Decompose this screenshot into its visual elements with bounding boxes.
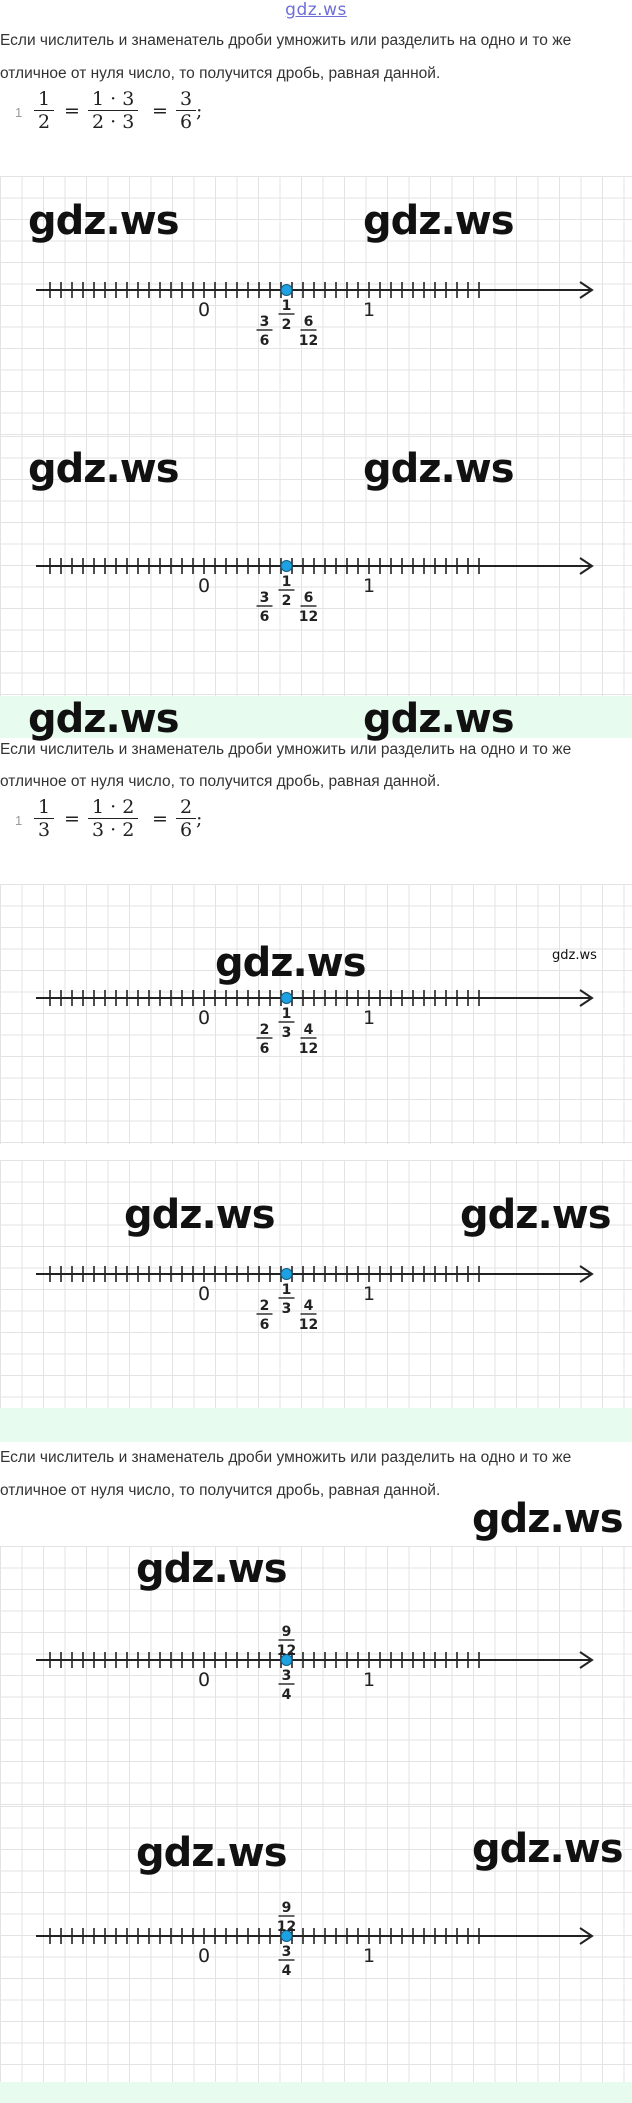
number-line-grid — [0, 436, 632, 696]
watermark: gdz.ws — [28, 446, 179, 492]
rule-text-line2: отличное от нуля число, то получится дробь, равная данной. — [0, 1482, 441, 1499]
tick-label-one: 1 — [362, 575, 376, 597]
tick-label-zero: 0 — [197, 1669, 211, 1691]
fraction-denominator: 12 — [298, 1041, 319, 1057]
tick-label-one: 1 — [362, 1007, 376, 1029]
fraction-numerator: 1 — [281, 1006, 292, 1022]
point-fraction-label — [279, 1006, 295, 1041]
tick-label-zero: 0 — [197, 299, 211, 321]
number-line-grid — [0, 884, 632, 1144]
point-fraction-label — [277, 1624, 296, 1659]
point-fraction-label — [279, 1668, 295, 1703]
watermark: gdz.ws — [124, 1192, 275, 1238]
equals-sign: = — [64, 808, 80, 830]
fraction-denominator: 6 — [259, 1041, 270, 1057]
rule-text-line2: отличное от нуля число, то получится дробь, равная данной. — [0, 65, 441, 82]
rule-text-line1: Если числитель и знаменатель дроби умножить или разделить на одно и то же — [0, 32, 572, 49]
fraction-numerator: 3 — [259, 590, 270, 606]
equals-sign: = — [64, 100, 80, 122]
tick-label-zero: 0 — [197, 1007, 211, 1029]
fraction-denominator: 12 — [298, 609, 319, 625]
equation-number: 1 — [15, 813, 23, 828]
point-fraction-label — [299, 590, 318, 625]
punctuation: ; — [196, 100, 203, 122]
point-fraction-label — [279, 298, 295, 333]
watermark: gdz.ws — [136, 1830, 287, 1876]
fraction-denominator: 12 — [298, 333, 319, 349]
fraction-denominator: 12 — [298, 1317, 319, 1333]
watermark: gdz.ws — [472, 1496, 623, 1542]
watermark: gdz.ws — [215, 940, 366, 986]
tick-label-zero: 0 — [197, 1945, 211, 1967]
point-fraction-label — [257, 590, 273, 625]
watermark: gdz.ws — [28, 696, 179, 742]
rule-text-line1: Если числитель и знаменатель дроби умножить или разделить на одно и то же — [0, 1449, 572, 1466]
number-line — [0, 884, 632, 1144]
fraction-denominator: 12 — [276, 1919, 297, 1935]
fraction-numerator: 6 — [303, 314, 314, 330]
point-fraction-label — [279, 574, 295, 609]
point-fraction-label — [299, 314, 318, 349]
fraction-denominator: 3 — [281, 1301, 292, 1317]
fraction-numerator: 4 — [303, 1022, 314, 1038]
number-line-grid — [0, 1806, 632, 2082]
site-logo[interactable]: gdz.ws — [285, 0, 347, 20]
point-fraction-label — [279, 1282, 295, 1317]
fraction: $\frac{3}{6}$ — [176, 88, 196, 133]
fraction-numerator: 1 — [281, 298, 292, 314]
point-fraction-label — [257, 1022, 273, 1057]
watermark: gdz.ws — [472, 1826, 623, 1872]
fraction: $\frac{2}{6}$ — [176, 796, 196, 841]
fraction-numerator: 2 — [259, 1298, 270, 1314]
fraction: $\frac{1}{2}$ — [34, 88, 54, 133]
number-line-grid — [0, 176, 632, 436]
watermark: gdz.ws — [460, 1192, 611, 1238]
watermark: gdz.ws — [136, 1546, 287, 1592]
watermark: gdz.ws — [28, 198, 179, 244]
fraction-denominator: 4 — [281, 1963, 292, 1979]
tick-label-one: 1 — [362, 1669, 376, 1691]
fraction-numerator: 9 — [281, 1624, 292, 1640]
fraction: $\frac{1}{3}$ — [34, 796, 54, 841]
fraction-denominator: 12 — [276, 1643, 297, 1659]
equation-number: 1 — [15, 105, 23, 120]
fraction-denominator: 6 — [259, 1317, 270, 1333]
fraction-denominator: 4 — [281, 1687, 292, 1703]
watermark: gdz.ws — [363, 696, 514, 742]
marked-point — [281, 285, 292, 296]
point-fraction-label — [277, 1900, 296, 1935]
equals-sign: = — [152, 100, 168, 122]
fraction-numerator: 3 — [281, 1944, 292, 1960]
tick-label-one: 1 — [362, 299, 376, 321]
tick-label-zero: 0 — [197, 575, 211, 597]
fraction: $\frac{1 \cdot 2}{3 \cdot 2}$ — [88, 796, 138, 841]
fraction-denominator: 2 — [281, 593, 292, 609]
fraction-numerator: 3 — [259, 314, 270, 330]
number-line-grid — [0, 1160, 632, 1420]
watermark: gdz.ws — [552, 948, 597, 963]
marked-point — [281, 561, 292, 572]
fraction-denominator: 3 — [281, 1025, 292, 1041]
watermark: gdz.ws — [363, 446, 514, 492]
tick-label-zero: 0 — [197, 1283, 211, 1305]
section-divider — [0, 1408, 632, 1442]
rule-text-line2: отличное от нуля число, то получится дробь, равная данной. — [0, 773, 441, 790]
tick-label-one: 1 — [362, 1945, 376, 1967]
point-fraction-label — [299, 1298, 318, 1333]
rule-text-line1: Если числитель и знаменатель дроби умножить или разделить на одно и то же — [0, 741, 572, 758]
marked-point — [281, 993, 292, 1004]
point-fraction-label — [299, 1022, 318, 1057]
number-line — [0, 1546, 632, 1806]
point-fraction-label — [257, 1298, 273, 1333]
number-line-grid — [0, 1546, 632, 1806]
fraction-denominator: 6 — [259, 333, 270, 349]
fraction-numerator: 9 — [281, 1900, 292, 1916]
equals-sign: = — [152, 808, 168, 830]
punctuation: ; — [196, 808, 203, 830]
section-divider — [0, 2082, 632, 2103]
tick-label-one: 1 — [362, 1283, 376, 1305]
marked-point — [281, 1269, 292, 1280]
fraction: $\frac{1 \cdot 3}{2 \cdot 3}$ — [88, 88, 138, 133]
section-divider — [0, 696, 632, 742]
point-fraction-label — [257, 314, 273, 349]
fraction-numerator: 2 — [259, 1022, 270, 1038]
fraction-numerator: 1 — [281, 1282, 292, 1298]
watermark: gdz.ws — [363, 198, 514, 244]
fraction-numerator: 4 — [303, 1298, 314, 1314]
point-fraction-label — [279, 1944, 295, 1979]
fraction-numerator: 3 — [281, 1668, 292, 1684]
fraction-numerator: 6 — [303, 590, 314, 606]
fraction-denominator: 2 — [281, 317, 292, 333]
fraction-denominator: 6 — [259, 609, 270, 625]
fraction-numerator: 1 — [281, 574, 292, 590]
